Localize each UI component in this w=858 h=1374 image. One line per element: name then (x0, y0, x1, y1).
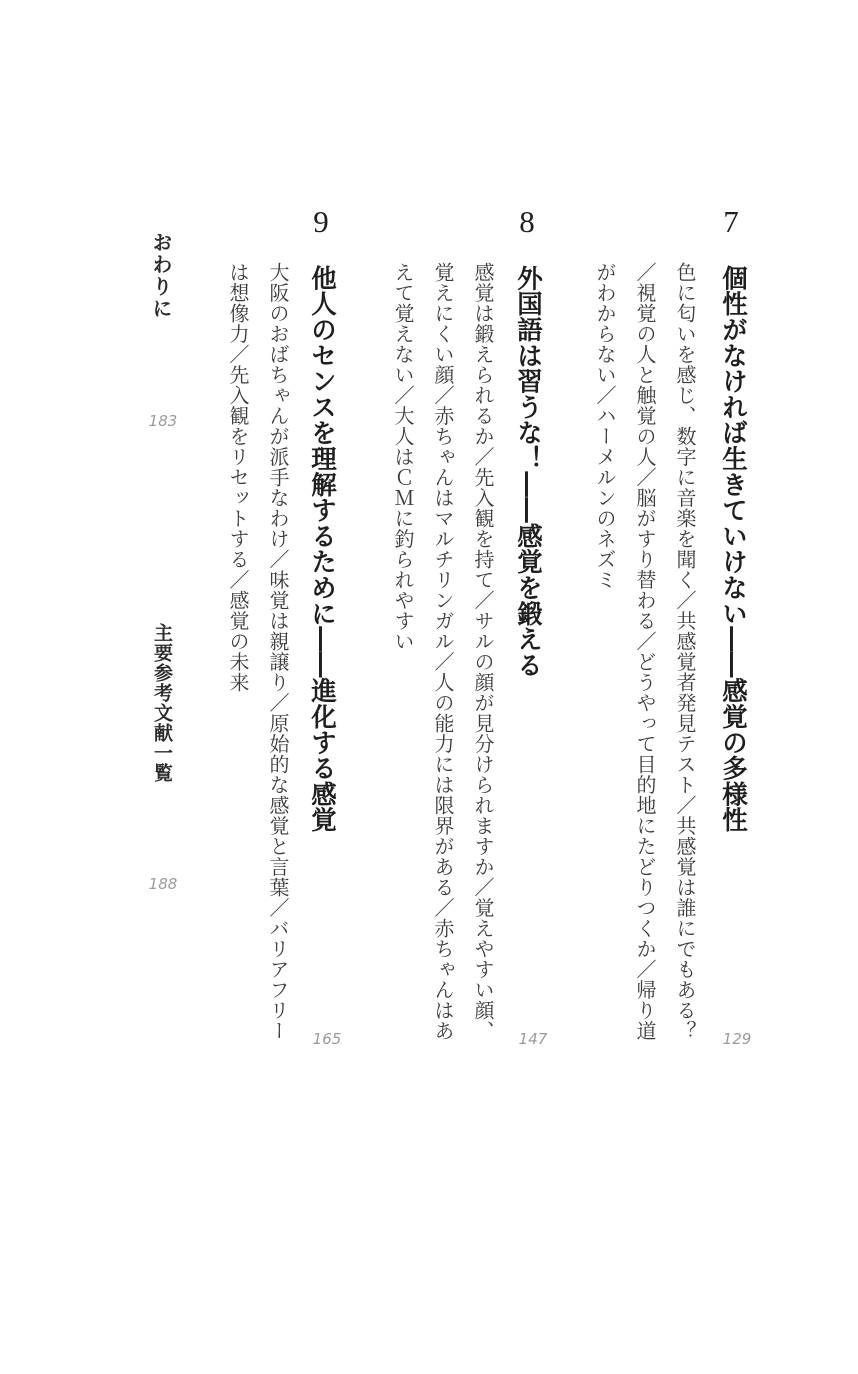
page-number: 129 (722, 1030, 752, 1048)
page-number: 147 (518, 1030, 548, 1048)
chapter-title: 外国語は習うな！――感覚を鍛える (513, 265, 543, 678)
chapter-description: 感覚は鍛えられるか／先入観を持て／サルの顔が見分けられますか／覚えやすい顔、覚えにくい顔／赤ちゃんはマルチリンガル／人の能力には限界がある／赤ちゃんはあえて覚えない／大人はＣＭに釣られやすい (391, 262, 495, 1041)
references-page-number: 188 (148, 875, 178, 893)
chapter-description: 色に匂いを感じ、数字に音楽を聞く／共感覚者発見テスト／共感覚は誰にでもある？／視覚の人と触覚の人／脳がすり替わる／どうやって目的地にたどりつくか／帰り道がわからない／ハーメルンのネズミ (593, 262, 697, 1041)
chapter-title: 他人のセンスを理解するために――進化する感覚 (307, 265, 337, 833)
closing-title: おわりに (149, 232, 173, 320)
closing-page-number: 183 (148, 412, 178, 430)
chapter-number: 8 (519, 204, 535, 239)
chapter-title: 個性がなければ生きていけない――感覚の多様性 (718, 265, 748, 833)
page-number: 165 (312, 1030, 342, 1048)
chapter-description: 大阪のおばちゃんが派手なわけ／味覚は親譲り／原始的な感覚と言葉／バリアフリーは想像力／先入観をリセットする／感覚の未来 (226, 262, 290, 1041)
references-title: 主要参考文献一覧 (151, 623, 173, 783)
chapter-number: 9 (313, 204, 329, 239)
chapter-number: 7 (723, 204, 739, 239)
